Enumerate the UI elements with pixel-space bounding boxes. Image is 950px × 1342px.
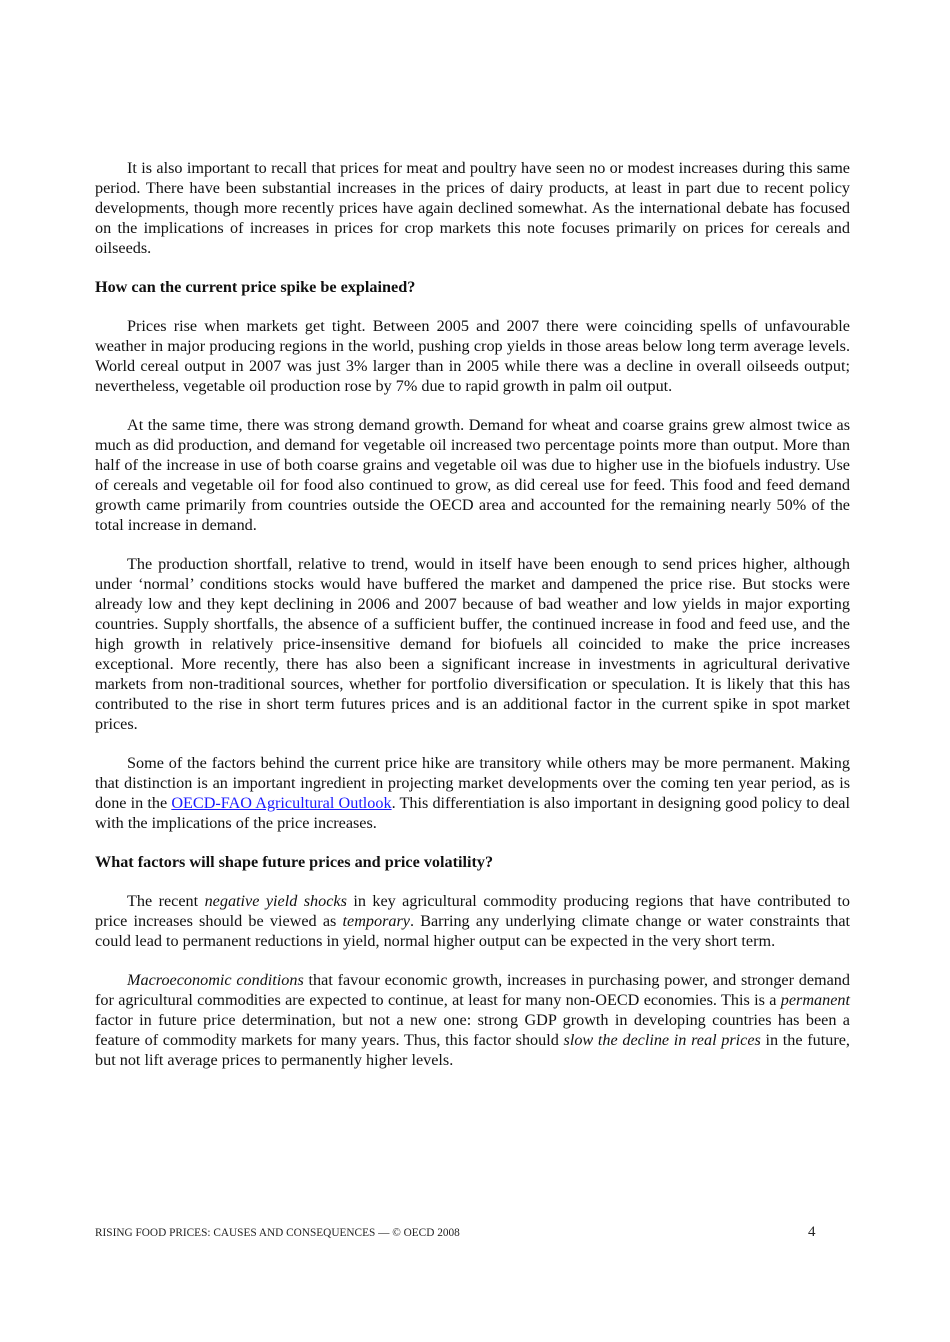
paragraph-text: The recent [127, 892, 205, 910]
paragraph-meat-poultry: It is also important to recall that prices for meat and poultry have seen no or modest increases during this same period. There have been substantial increases in the prices of dairy products, at least in part due to recent policy developments, though more recently prices have again declined somewhat. As the international debate has focused on the implications of increases in prices for crop markets this note focuses primarily on prices for cereals and oilseeds. [95, 159, 850, 257]
emphasis-text: temporary [342, 912, 410, 930]
emphasis-text: permanent [780, 991, 850, 1009]
paragraph-text: . Barring any underlying climate change or water constraints that could lead to permanent reductions in yield, normal higher output can be expected in the very short term. [95, 912, 850, 950]
paragraph-transitory-factors [95, 753, 850, 833]
page-number: 4 [808, 1224, 816, 1240]
outlook-link[interactable]: OECD-FAO Agricultural Outlook [171, 794, 392, 812]
paragraph-text: in the future, but not lift average prices to permanently higher levels. [95, 1031, 850, 1069]
paragraph-macroeconomic [95, 970, 850, 1070]
emphasis-text: slow the decline in real prices [563, 1031, 761, 1049]
emphasis-text: Macroeconomic conditions [127, 971, 304, 989]
paragraph-text: factor in future price determination, but not a new one: strong GDP growth in developing countries has been a feature of commodity markets for many years. Thus, this factor should [95, 1011, 850, 1049]
paragraph-text: Some of the factors behind the current price hike are transitory while others may be more permanent. Making that distinction is an important ingredient in projecting market developments over the coming ten year period, as is done in the [95, 754, 850, 812]
paragraph-text: that favour economic growth, increases in purchasing power, and stronger demand for agricultural commodities are expected to continue, at least for many non-OECD economies. This is a [95, 971, 850, 1009]
paragraph-markets-tight: Prices rise when markets get tight. Between 2005 and 2007 there were coinciding spells of unfavourable weather in major producing regions in the world, pushing crop yields in those areas below long term average levels. World cereal output in 2007 was just 3% larger than in 2005 while there was a decline in overall oilseeds output; nevertheless, vegetable oil production rose by 7% due to rapid growth in palm oil output. [95, 317, 850, 395]
paragraph-demand-growth: At the same time, there was strong demand growth. Demand for wheat and coarse grains grew almost twice as much as did production, and demand for vegetable oil increased two percentage points more than output. More than half of the increase in use of both coarse grains and vegetable oil was due to higher use in the biofuels industry. Use of cereals and vegetable oil for food also continued to grow, as did cereal use for feed. This food and feed demand growth came primarily from countries outside the OECD area and accounted for the remaining nearly 50% of the total increase in demand. [95, 416, 850, 534]
document-body [95, 158, 850, 1089]
heading-future-prices: What factors will shape future prices and price volatility? [95, 853, 494, 871]
paragraph-text: . This differentiation is also important in designing good policy to deal with the implications of the price increases. [95, 794, 850, 832]
paragraph-production-shortfall: The production shortfall, relative to trend, would in itself have been enough to send prices higher, although under ‘normal’ conditions stocks would have buffered the market and dampened the price rise. But stocks were already low and they kept declining in 2006 and 2007 because of bad weather and low yields in major exporting countries. Supply shortfalls, the absence of a sufficient buffer, the continued increase in food and feed use, and the high growth in relatively price-insensitive demand for biofuels all coincided to make the price increases exceptional. More recently, there has also been a significant increase in investments in agricultural derivative markets from non-traditional sources, whether for portfolio diversification or speculation. It is likely that this has contributed to the rise in short term futures prices and is an additional factor in the current spike in spot market prices. [95, 555, 850, 733]
emphasis-text: negative yield shocks [204, 892, 347, 910]
paragraph-yield-shocks [95, 891, 850, 951]
paragraph-text: in key agricultural commodity producing regions that have contributed to price increases should be viewed as [95, 892, 850, 930]
page-footer: RISING FOOD PRICES: CAUSES AND CONSEQUENCES — © OECD 2008 [95, 1227, 460, 1239]
heading-price-spike: How can the current price spike be explained? [95, 278, 416, 296]
